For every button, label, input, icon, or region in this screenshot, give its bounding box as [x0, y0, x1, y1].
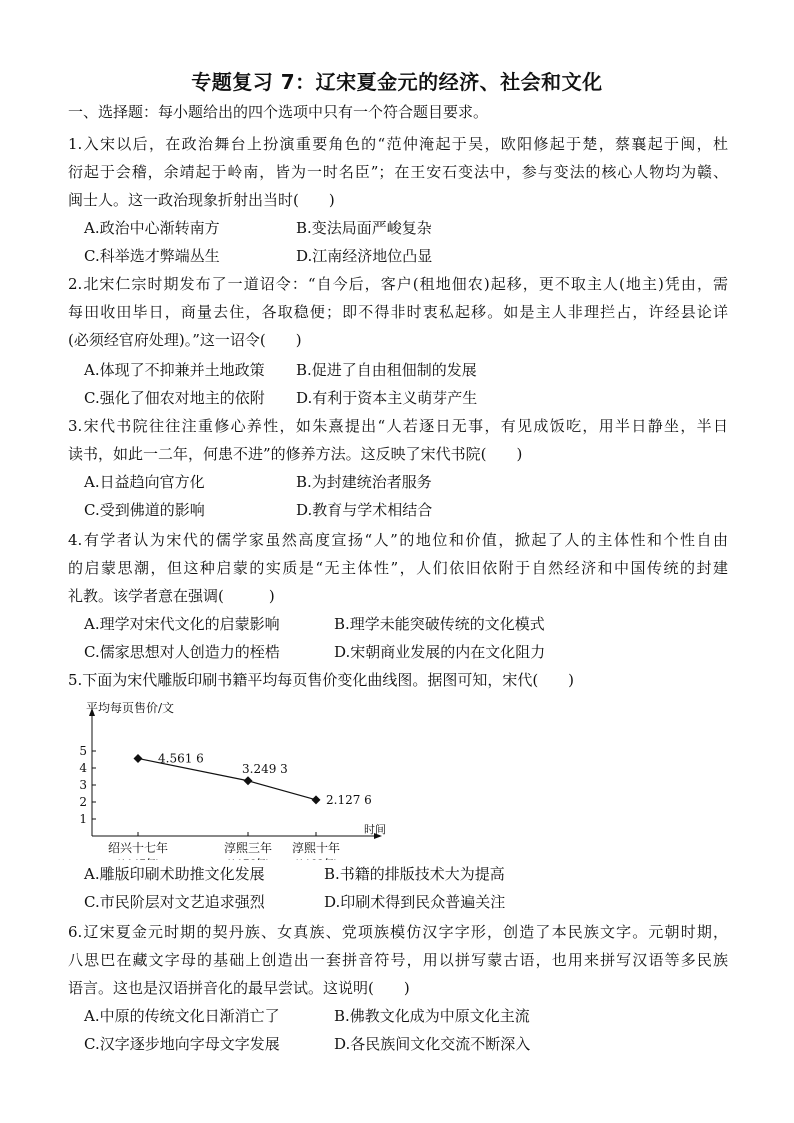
section-heading: 一、选择题：每小题给出的四个选项中只有一个符合题目要求。	[68, 103, 489, 121]
question-2-line-1: 2.北宋仁宗时期发布了一道诏令：“自今后，客户(租地佃农)起移，更不取主人(地主)凭由，需	[68, 275, 728, 293]
question-2-option-b: B.促进了自由租佃制的发展	[296, 361, 477, 379]
page-title: 专题复习 7：辽宋夏金元的经济、社会和文化	[191, 70, 603, 94]
question-6-option-c: C.汉字逐步地向字母文字发展	[84, 1035, 280, 1053]
question-2-line-2: 每田收田毕日，商量去住，各取稳便；即不得非时衷私起移。如是主人非理拦占，许经县论详	[68, 303, 728, 321]
question-3-line-2: 读书，如此一二年，何患不进”的修养方法。这反映了宋代书院( )	[68, 445, 523, 463]
question-5-option-c: C.市民阶层对文艺追求强烈	[84, 893, 265, 911]
question-3-option-c: C.受到佛道的影响	[84, 501, 205, 519]
question-3-line-1: 3.宋代书院往往注重修心养性，如朱熹提出“人若逐日无事，有见成饭吃，用半日静坐，半日	[68, 417, 728, 435]
question-1-line-2: 衍起于会稽，余靖起于岭南，皆为一时名臣”；在王安石变法中，参与变法的核心人物均为赣、	[68, 163, 728, 181]
y-tick-label: 5	[79, 744, 87, 758]
y-tick-label: 2	[79, 795, 87, 809]
data-point-marker	[244, 776, 253, 785]
x-category-sublabel	[294, 857, 337, 860]
question-3-option-b: B.为封建统治者服务	[296, 473, 432, 491]
question-4-option-d: D.宋朝商业发展的内在文化阻力	[334, 643, 546, 661]
question-2-option-d: D.有利于资本主义萌芽产生	[296, 389, 478, 407]
data-value-label: 4.561 6	[158, 751, 204, 766]
question-1-option-d: D.江南经济地位凸显	[296, 247, 433, 265]
y-axis-label: 平均每页售价/文	[86, 701, 175, 715]
question-4-option-b: B.理学未能突破传统的文化模式	[334, 615, 545, 633]
question-6-option-a: A.中原的传统文化日渐消亡了	[84, 1007, 280, 1025]
question-5-line-1: 5.下面为宋代雕版印刷书籍平均每页售价变化曲线图。据图可知，宋代( )	[68, 671, 575, 689]
question-2-option-c: C.强化了佃农对地主的依附	[84, 389, 265, 407]
question-6-option-d: D.各民族间文化交流不断深入	[334, 1035, 531, 1053]
x-category-label: 淳熙十年	[291, 841, 341, 855]
question-4-line-1: 4.有学者认为宋代的儒学家虽然高度宣扬“人”的地位和价值，掀起了人的主体性和个性自由	[68, 531, 728, 549]
question-6-line-1: 6.辽宋夏金元时期的契丹族、女真族、党项族模仿汉字字形，创造了本民族文字。元朝时期，	[68, 923, 728, 941]
question-3-option-a: A.日益趋向官方化	[84, 473, 205, 491]
question-2-line-3: (必须经官府处理)。”这一诏令( )	[68, 331, 302, 349]
data-value-label: 2.127 6	[326, 792, 372, 807]
question-4-option-a: A.理学对宋代文化的启蒙影响	[84, 615, 280, 633]
question-1-line-3: 闽士人。这一政治现象折射出当时( )	[68, 191, 335, 209]
data-value-label: 3.249 3	[242, 761, 288, 776]
y-tick-label: 1	[79, 812, 87, 826]
x-category-label: 绍兴十七年	[107, 841, 169, 855]
x-axis-label: 时间	[364, 823, 386, 836]
data-point-marker	[312, 795, 321, 804]
x-category-sublabel	[226, 857, 269, 860]
question-2-option-a: A.体现了不抑兼并土地政策	[84, 361, 265, 379]
x-axis	[92, 833, 382, 839]
question-4-option-c: C.儒家思想对人创造力的桎梏	[84, 643, 280, 661]
y-tick-label: 3	[79, 778, 87, 792]
question-6-line-3: 语言。这也是汉语拼音化的最早尝试。这说明( )	[68, 979, 410, 997]
question-6-option-b: B.佛教文化成为中原文化主流	[334, 1007, 530, 1025]
price-line-chart	[76, 700, 406, 860]
y-tick-label: 4	[79, 761, 87, 775]
question-4-line-2: 的启蒙思潮，但这种启蒙的实质是“无主体性”，人们依旧依附于自然经济和中国传统的封建	[68, 559, 728, 577]
question-5-option-d: D.印刷术得到民众普遍关注	[324, 893, 506, 911]
question-5-option-a: A.雕版印刷术助推文化发展	[84, 865, 265, 883]
question-1-line-1: 1.入宋以后，在政治舞台上扮演重要角色的“范仲淹起于吴，欧阳修起于楚，蔡襄起于闽，杜	[68, 135, 728, 153]
question-5-option-b: B.书籍的排版技术大为提高	[324, 865, 505, 883]
x-category-label: 淳熙三年	[223, 841, 273, 855]
question-1-option-a: A.政治中心渐转南方	[84, 219, 220, 237]
question-1-option-b: B.变法局面严峻复杂	[296, 219, 432, 237]
data-point-marker	[134, 754, 143, 763]
y-axis	[89, 708, 95, 836]
question-3-option-d: D.教育与学术相结合	[296, 501, 433, 519]
x-category-sublabel	[116, 857, 159, 860]
question-6-line-2: 八思巴在藏文字母的基础上创造出一套拼音符号，用以拼写蒙古语，也用来拼写汉语等多民族	[68, 951, 728, 969]
question-4-line-3: 礼教。该学者意在强调( )	[68, 587, 275, 605]
question-1-option-c: C.科举选才弊端丛生	[84, 247, 220, 265]
